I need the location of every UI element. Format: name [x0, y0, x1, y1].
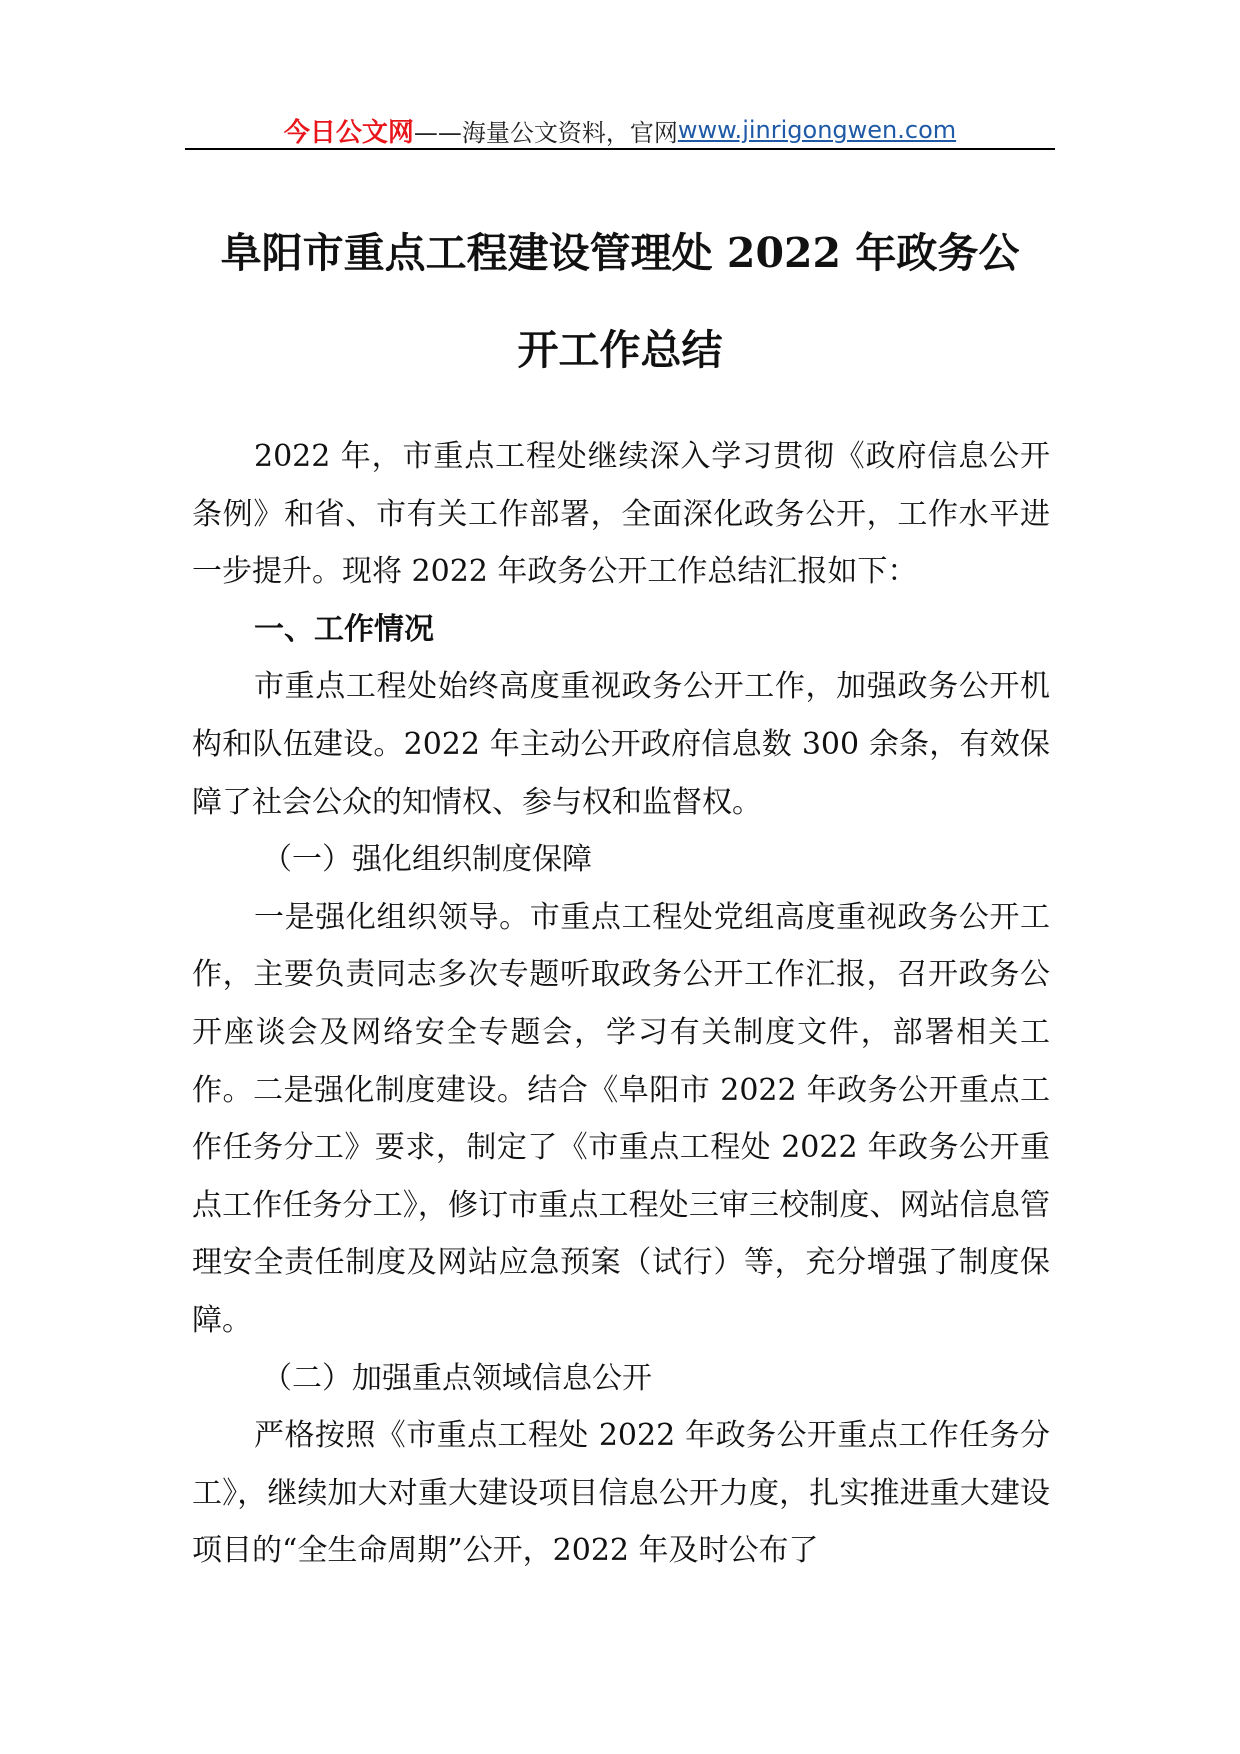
- title-line-1: 阜阳市重点工程建设管理处 2022 年政务公: [220, 229, 1020, 277]
- subsection-heading-1: （一）强化组织制度保障: [262, 842, 592, 878]
- paragraph-key-areas: 严格按照《市重点工程处 2022 年政务公开重点工作任务分工》，继续加大对重大建设项目信息公开力度，扎实推进重大建设项目的“全生命周期”公开，2022 年及时公布了: [192, 1418, 1050, 1569]
- document-title: [185, 205, 1055, 399]
- brand-name: 今日公文网: [283, 117, 414, 148]
- intro-paragraph: 2022 年，市重点工程处继续深入学习贯彻《政府信息公开条例》和省、市有关工作部署，全面深化政务公开，工作水平进一步提升。现将 2022 年政务公开工作总结汇报如下：: [192, 439, 1050, 590]
- header-divider: [185, 148, 1055, 150]
- section-heading-1: 一、工作情况: [254, 611, 434, 647]
- document-body: [192, 428, 1050, 1580]
- site-header: [185, 108, 1055, 152]
- site-url-link[interactable]: www.jinrigongwen.com: [677, 116, 957, 144]
- title-line-2: 开工作总结: [517, 326, 723, 374]
- subsection-heading-2: （二）加强重点领域信息公开: [262, 1360, 652, 1396]
- paragraph-organization: 一是强化组织领导。市重点工程处党组高度重视政务公开工作，主要负责同志多次专题听取政务公开工作汇报，召开政务公开座谈会及网络安全专题会，学习有关制度文件，部署相关工作。二是强化制度建设。结合《阜阳市 2022 年政务公开重点工作任务分工》要求，制定了《市重点工程处 2022 年政务公开重点工作任务分工》，修订市重点工程处三审三校制度、网站信息管理安全责任制度及网站应急预案（试行）等，充分增强了制度保障。: [192, 899, 1050, 1338]
- header-tagline: ——海量公文资料，官网: [413, 118, 678, 147]
- paragraph-work-overview: 市重点工程处始终高度重视政务公开工作，加强政务公开机构和队伍建设。2022 年主动公开政府信息数 300 余条，有效保障了社会公众的知情权、参与权和监督权。: [192, 669, 1050, 820]
